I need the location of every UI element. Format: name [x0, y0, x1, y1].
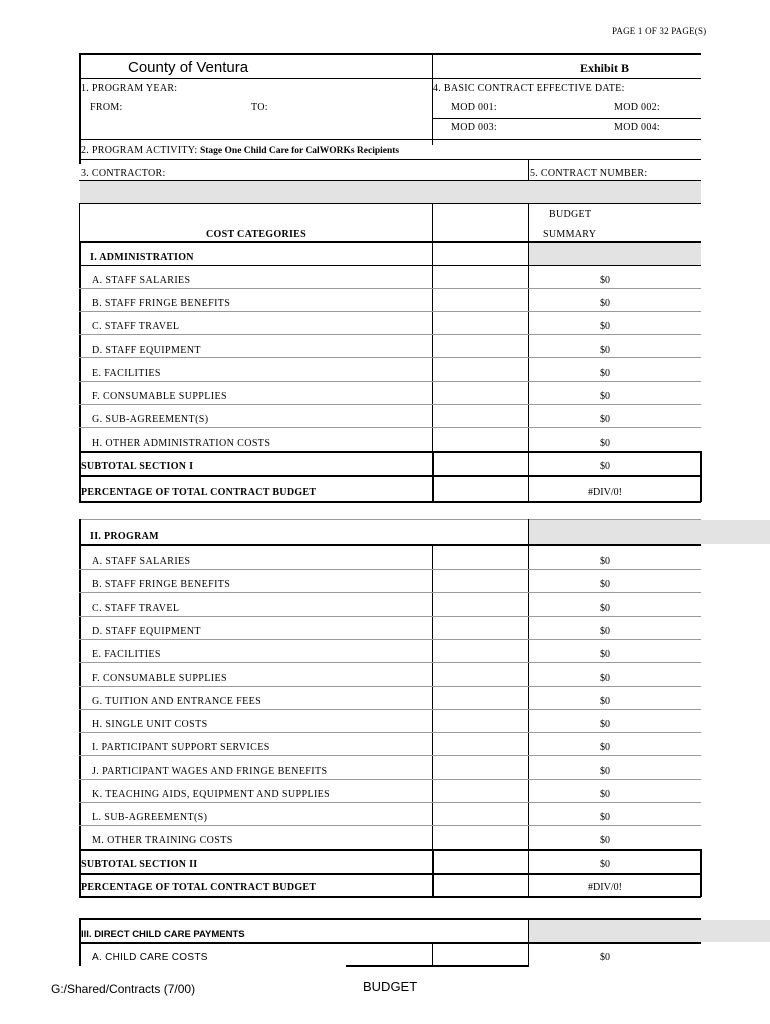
contractor-shade-band: [80, 181, 701, 203]
mod002-label: MOD 002:: [614, 102, 661, 113]
footer-sheet-name: BUDGET: [363, 979, 418, 994]
percent2-bottom: [79, 896, 701, 898]
contract-number-divider: [528, 159, 529, 181]
cost-label: L. SUB-AGREEMENT(S): [92, 812, 208, 823]
section3-title: III. DIRECT CHILD CARE PAYMENTS: [81, 929, 245, 940]
row-divider: [79, 802, 701, 803]
budget-value: $0: [600, 298, 610, 309]
row-divider: [79, 404, 701, 405]
program-year-label: 1. PROGRAM YEAR:: [81, 83, 178, 94]
budget-value: $0: [600, 812, 610, 823]
section3-header-bottom: [79, 942, 701, 944]
row-divider: [79, 662, 701, 663]
section1-header-bottom: [79, 265, 701, 266]
section1-header-shade: [529, 243, 701, 265]
contract-number-label: 5. CONTRACT NUMBER:: [530, 168, 648, 179]
budget-value: $0: [600, 438, 610, 449]
cost-label: E. FACILITIES: [92, 649, 161, 660]
section3-mid: [432, 943, 433, 966]
row-divider: [79, 825, 701, 826]
cost-label: I. PARTICIPANT SUPPORT SERVICES: [92, 742, 270, 753]
row-divider: [79, 732, 701, 733]
cost-categories-heading: COST CATEGORIES: [206, 229, 306, 240]
percent1-bottom: [79, 501, 701, 503]
budget-value: $0: [600, 556, 610, 567]
percent1-top: [79, 475, 701, 477]
form-top-border: [79, 53, 701, 55]
row-divider: [79, 334, 701, 335]
budget-value: $0: [600, 345, 610, 356]
subtotal1-label: SUBTOTAL SECTION I: [81, 461, 194, 472]
budget-value: $0: [600, 673, 610, 684]
col-heading-right: [528, 203, 529, 241]
budget-value: $0: [600, 603, 610, 614]
mod003-label: MOD 003:: [451, 122, 498, 133]
mod004-label: MOD 004:: [614, 122, 661, 133]
subtotal1-value: $0: [600, 461, 610, 472]
percent1-value: #DIV/0!: [588, 487, 622, 498]
child-care-costs-value: $0: [600, 952, 610, 963]
budget-value: $0: [600, 742, 610, 753]
section2-mid: [432, 544, 433, 897]
budget-value: $0: [600, 275, 610, 286]
budget-heading-line1: BUDGET: [549, 209, 592, 220]
contractor-top: [79, 159, 701, 160]
cost-label: C. STAFF TRAVEL: [92, 321, 180, 332]
to-label: TO:: [251, 102, 268, 113]
budget-value: $0: [600, 579, 610, 590]
percent2-top: [79, 873, 701, 875]
budget-value: $0: [600, 626, 610, 637]
row-divider: [79, 755, 701, 756]
row-divider: [79, 311, 701, 312]
section2-title: II. PROGRAM: [90, 531, 159, 542]
program-activity-top: [79, 139, 701, 140]
section3-header-shade: [529, 920, 770, 942]
cost-label: M. OTHER TRAINING COSTS: [92, 835, 233, 846]
from-label: FROM:: [90, 102, 123, 113]
shade-band-bottom: [79, 203, 701, 204]
row-divider: [79, 569, 701, 570]
cost-label: H. OTHER ADMINISTRATION COSTS: [92, 438, 271, 449]
cost-label: F. CONSUMABLE SUPPLIES: [92, 391, 227, 402]
subtotal1-top: [79, 451, 701, 453]
budget-value: $0: [600, 719, 610, 730]
budget-value: $0: [600, 391, 610, 402]
budget-value: $0: [600, 696, 610, 707]
subtotal2-value: $0: [600, 859, 610, 870]
page-indicator: PAGE 1 OF 32 PAGE(S): [612, 26, 707, 36]
row-divider: [79, 779, 701, 780]
section1-title: I. ADMINISTRATION: [90, 252, 194, 263]
row-divider: [79, 427, 701, 428]
cost-label: H. SINGLE UNIT COSTS: [92, 719, 208, 730]
child-care-costs-label: A. CHILD CARE COSTS: [92, 952, 208, 963]
row-divider: [79, 381, 701, 382]
cost-label: D. STAFF EQUIPMENT: [92, 345, 201, 356]
cost-label: F. CONSUMABLE SUPPLIES: [92, 673, 227, 684]
cost-label: K. TEACHING AIDS, EQUIPMENT AND SUPPLIES: [92, 789, 331, 800]
cost-label: A. STAFF SALARIES: [92, 275, 191, 286]
program-activity-value: Stage One Child Care for CalWORKs Recipients: [199, 146, 400, 156]
header-title-rule: [79, 78, 701, 79]
footer-path: G:/Shared/Contracts (7/00): [51, 982, 196, 996]
cost-label: D. STAFF EQUIPMENT: [92, 626, 201, 637]
row-divider: [79, 639, 701, 640]
cost-label: G. TUITION AND ENTRANCE FEES: [92, 696, 262, 707]
percent2-value: #DIV/0!: [588, 882, 622, 893]
row-divider: [79, 709, 701, 710]
budget-value: $0: [600, 789, 610, 800]
budget-value: $0: [600, 649, 610, 660]
cost-label: B. STAFF FRINGE BENEFITS: [92, 579, 231, 590]
budget-value: $0: [600, 766, 610, 777]
row-divider: [79, 592, 701, 593]
program-activity: [81, 145, 399, 156]
cost-label: B. STAFF FRINGE BENEFITS: [92, 298, 231, 309]
row-divider: [79, 357, 701, 358]
col-heading-mid: [432, 203, 433, 241]
section2-left-border: [79, 519, 81, 897]
cost-label: A. STAFF SALARIES: [92, 556, 191, 567]
header-divider: [432, 53, 433, 145]
basic-date-label: 4. BASIC CONTRACT EFFECTIVE DATE:: [433, 83, 625, 94]
cost-label: J. PARTICIPANT WAGES AND FRINGE BENEFITS: [92, 766, 328, 777]
budget-value: $0: [600, 368, 610, 379]
exhibit-label: Exhibit B: [580, 61, 630, 75]
section2-header-bottom: [79, 544, 701, 546]
cost-label: G. SUB-AGREEMENT(S): [92, 414, 209, 425]
budget-value: $0: [600, 414, 610, 425]
county-title: County of Ventura: [128, 59, 249, 76]
cost-label: C. STAFF TRAVEL: [92, 603, 180, 614]
budget-value: $0: [600, 321, 610, 332]
col-heading-left: [79, 203, 80, 241]
budget-heading-line2: SUMMARY: [543, 229, 597, 240]
budget-value: $0: [600, 835, 610, 846]
section3-row-bottom: [346, 965, 529, 967]
section2-right: [528, 519, 529, 897]
cost-label: E. FACILITIES: [92, 368, 161, 379]
subtotal2-top: [79, 849, 701, 851]
section1-right: [528, 241, 529, 501]
mod-rule: [432, 118, 701, 119]
percent2-label: PERCENTAGE OF TOTAL CONTRACT BUDGET: [81, 882, 317, 893]
mod001-label: MOD 001:: [451, 102, 498, 113]
percent1-label: PERCENTAGE OF TOTAL CONTRACT BUDGET: [81, 487, 317, 498]
row-divider: [79, 686, 701, 687]
subtotal2-label: SUBTOTAL SECTION II: [81, 859, 198, 870]
contractor-label: 3. CONTRACTOR:: [81, 168, 166, 179]
row-divider: [79, 288, 701, 289]
row-divider: [79, 616, 701, 617]
program-activity-label: 2. PROGRAM ACTIVITY:: [81, 145, 198, 156]
section2-header-shade: [529, 520, 770, 544]
